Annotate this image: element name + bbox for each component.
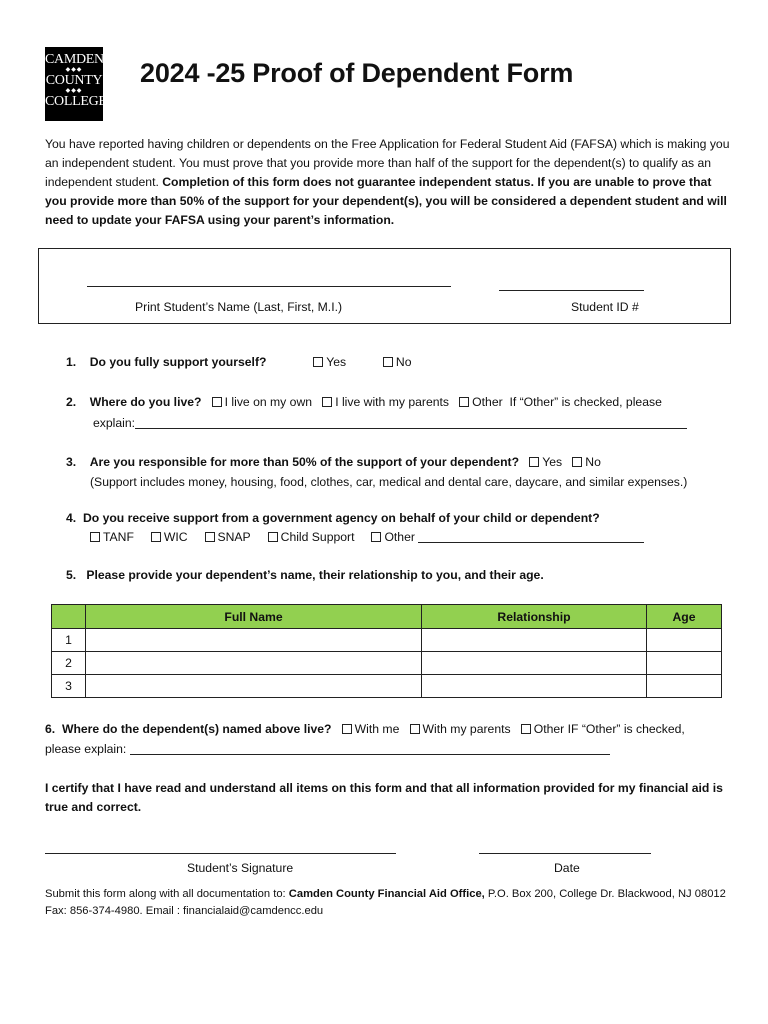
certification-statement	[45, 779, 735, 817]
intro-bold-text: Completion of this form does not guarantee independent status. If you are unable to prove that you provide more than 50% of the support for your dependent(s), you will be considered a dependent student and will need to update your FAFSA using your parent’s information.	[45, 175, 727, 227]
q4-snap-checkbox[interactable]	[205, 532, 215, 542]
q3-yes-checkbox[interactable]	[529, 457, 539, 467]
q6-note: IF “Other” is checked,	[567, 722, 685, 736]
age-cell[interactable]	[647, 675, 722, 698]
full-name-cell[interactable]	[86, 652, 422, 675]
submission-instructions	[45, 886, 735, 920]
q1-no-label: No	[395, 355, 412, 369]
question-4-options	[90, 528, 644, 547]
footer-office: Camden County Financial Aid Office,	[288, 888, 485, 900]
date-field[interactable]	[479, 842, 651, 854]
student-id-field[interactable]	[499, 279, 644, 291]
q6-other-checkbox[interactable]	[521, 724, 531, 734]
table-header-age: Age	[647, 605, 722, 629]
question-5	[66, 566, 544, 585]
q5-text: Please provide your dependent’s name, their relationship to you, and their age.	[86, 568, 544, 582]
q4-text: Do you receive support from a government agency on behalf of your child or dependent?	[82, 511, 600, 525]
q6-text: Where do the dependent(s) named above live?	[61, 722, 332, 736]
q1-yes-label: Yes	[326, 355, 347, 369]
question-4	[66, 509, 600, 528]
logo-dots: ◆◆◆	[65, 67, 83, 73]
relationship-cell[interactable]	[422, 652, 647, 675]
student-name-field[interactable]	[87, 275, 451, 287]
q6-with-me-checkbox[interactable]	[342, 724, 352, 734]
q4-other-label: Other	[384, 530, 415, 544]
intro-normal-text: You have reported having children or dependents on the Free Application for Federal Student Aid (FAFSA) which is making you an independent student. You must prove that you provide more than half of the support for the dependent(s) to qualify as an independent student.	[45, 137, 730, 189]
q4-tanf-checkbox[interactable]	[90, 532, 100, 542]
q2-own-checkbox[interactable]	[212, 397, 222, 407]
table-header-full-name: Full Name	[86, 605, 422, 629]
q4-wic-label: WIC	[163, 530, 188, 544]
q1-yes-checkbox[interactable]	[313, 357, 323, 367]
q4-tanf-label: TANF	[103, 530, 134, 544]
q6-explain-label: please explain:	[45, 742, 127, 756]
q2-other-label: Other	[472, 395, 503, 409]
q2-explain-field[interactable]	[135, 417, 687, 429]
full-name-cell[interactable]	[86, 629, 422, 652]
signature-label: Student’s Signature	[187, 861, 294, 875]
q2-parents-label: I live with my parents	[335, 395, 449, 409]
q6-parents-checkbox[interactable]	[410, 724, 420, 734]
q2-explain-label: explain:	[93, 416, 136, 430]
question-1	[66, 353, 412, 372]
q4-child-support-checkbox[interactable]	[268, 532, 278, 542]
table-row	[52, 652, 722, 675]
q6-number: 6.	[45, 722, 56, 736]
student-name-label: Print Student’s Name (Last, First, M.I.)	[135, 300, 343, 314]
q2-parents-checkbox[interactable]	[322, 397, 332, 407]
footer-address: P.O. Box 200, College Dr. Blackwood, NJ 08012 Fax: 856-374-4980. Email : financialaid@camdencc.edu	[45, 888, 726, 917]
question-3-note: (Support includes money, housing, food, clothes, car, medical and dental care, daycare, and similar expenses.)	[90, 475, 688, 489]
q4-other-checkbox[interactable]	[371, 532, 381, 542]
logo-line-1: CAMDEN	[45, 52, 104, 67]
q2-note: If “Other” is checked, please	[509, 395, 662, 409]
certification-text: I certify that I have read and understand all items on this form and that all information provided for my financial aid is true and correct.	[45, 781, 723, 814]
row-number: 3	[52, 675, 86, 698]
question-6	[45, 720, 735, 739]
table-header-row	[52, 605, 722, 629]
page-title: 2024 -25 Proof of Dependent Form	[140, 58, 574, 88]
q3-yes-label: Yes	[542, 455, 563, 469]
full-name-cell[interactable]	[86, 675, 422, 698]
q6-with-me-label: With me	[354, 722, 400, 736]
intro-paragraph	[45, 135, 735, 230]
q1-number: 1.	[66, 355, 77, 369]
q6-other-label: Other	[533, 722, 565, 736]
logo-dots-2: ◆◆◆	[65, 88, 83, 94]
relationship-cell[interactable]	[422, 675, 647, 698]
q4-number: 4.	[66, 511, 77, 525]
logo-line-3: COLLEGE	[45, 94, 107, 109]
q3-no-checkbox[interactable]	[572, 457, 582, 467]
question-2-explain	[93, 414, 687, 433]
q5-number: 5.	[66, 568, 77, 582]
age-cell[interactable]	[647, 652, 722, 675]
q3-number: 3.	[66, 455, 77, 469]
q1-no-checkbox[interactable]	[383, 357, 393, 367]
q3-no-label: No	[585, 455, 601, 469]
q2-own-label: I live on my own	[224, 395, 313, 409]
q6-parents-label: With my parents	[422, 722, 511, 736]
q2-text: Where do you live?	[89, 395, 202, 409]
q4-other-field[interactable]	[418, 531, 644, 543]
table-row	[52, 675, 722, 698]
student-id-label: Student ID #	[571, 300, 639, 314]
question-3	[66, 453, 601, 472]
q4-wic-checkbox[interactable]	[151, 532, 161, 542]
footer-prefix: Submit this form along with all documentation to:	[45, 888, 289, 900]
q6-explain-field[interactable]	[130, 743, 610, 755]
q2-number: 2.	[66, 395, 77, 409]
table-row	[52, 629, 722, 652]
table-header-relationship: Relationship	[422, 605, 647, 629]
row-number: 2	[52, 652, 86, 675]
relationship-cell[interactable]	[422, 629, 647, 652]
date-label: Date	[554, 861, 580, 875]
signature-field[interactable]	[45, 842, 396, 854]
question-6-explain	[45, 740, 610, 759]
student-info-box	[38, 248, 731, 324]
table-header-number	[52, 605, 86, 629]
q1-text: Do you fully support yourself?	[89, 355, 267, 369]
q3-text: Are you responsible for more than 50% of the support of your dependent?	[89, 455, 520, 469]
college-logo	[45, 47, 107, 121]
row-number: 1	[52, 629, 86, 652]
age-cell[interactable]	[647, 629, 722, 652]
question-2	[66, 393, 746, 412]
q2-other-checkbox[interactable]	[459, 397, 469, 407]
dependents-table	[51, 604, 722, 698]
q4-child-support-label: Child Support	[280, 530, 355, 544]
q4-snap-label: SNAP	[217, 530, 251, 544]
logo-line-2: COUNTY	[45, 73, 103, 88]
